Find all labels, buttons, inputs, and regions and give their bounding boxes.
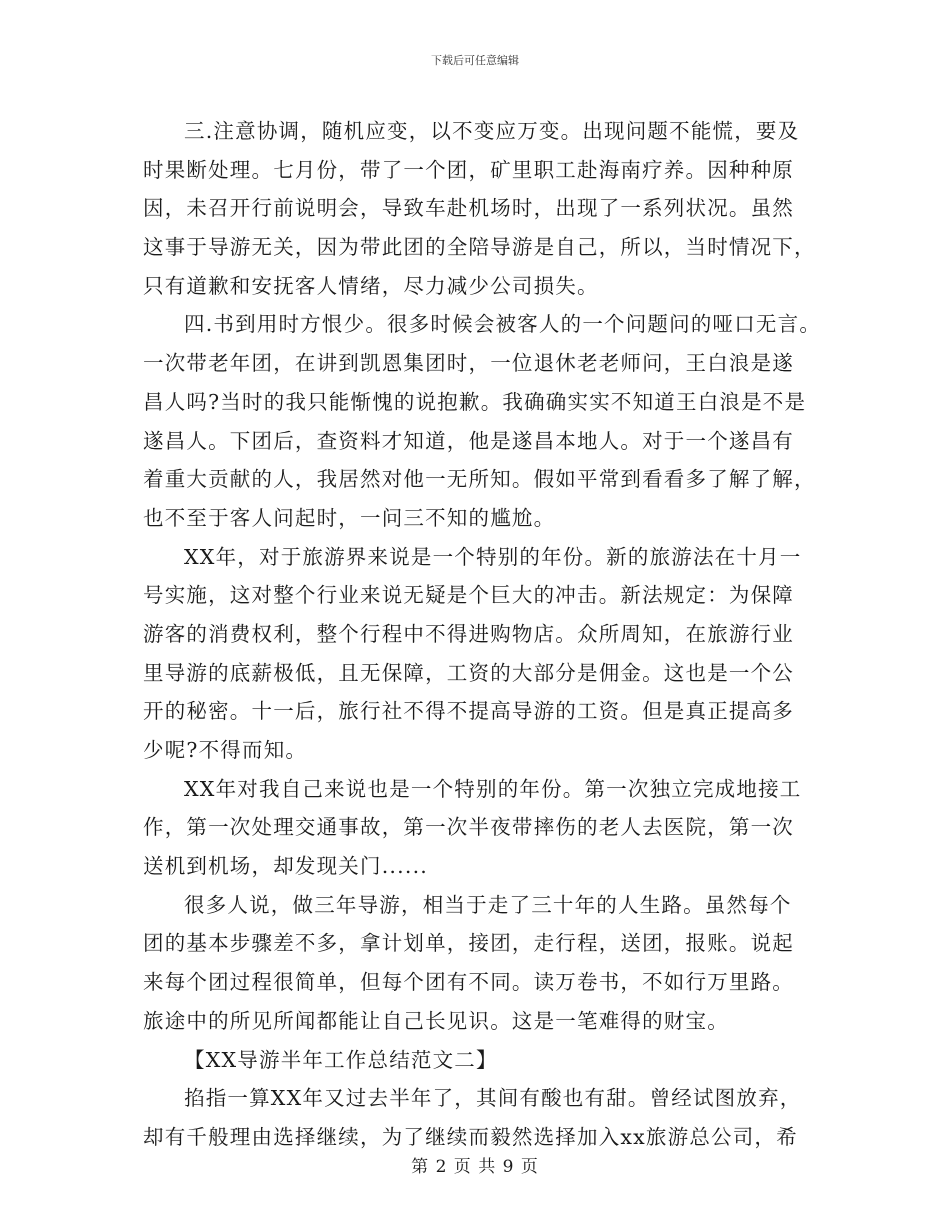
text-line: 团的基本步骤差不多，拿计划单，接团，走行程，送团，报账。说起 [143,931,794,956]
text-line: 只有道歉和安抚客人情绪，尽力减少公司损失。 [143,273,599,298]
text-line: 时果断处理。七月份，带了一个团，矿里职工赴海南疗养。因种种原 [143,157,794,182]
text-line: 游客的消费权利，整个行程中不得进购物店。众所周知，在旅游行业 [143,621,794,646]
text-line: 开的秘密。十一后，旅行社不得不提高导游的工资。但是真正提高多 [143,699,794,724]
text-line: 掐指一算XX年又过去半年了，其间有酸也有甜。曾经试图放弃， [184,1086,802,1111]
text-line: 少呢?不得而知。 [143,738,308,762]
text-line: 很多人说，做三年导游，相当于走了三十年的人生路。虽然每个 [184,892,792,917]
text-line: 这事于导游无关，因为带此团的全陪导游是自己，所以，当时情况下， [143,235,816,260]
text-line: 着重大贡献的人，我居然对他一无所知。假如平常到看看多了解了解， [143,467,816,492]
text-line: 四.书到用时方恨少。很多时候会被客人的一个问题问的哑口无言。 [184,312,822,337]
text-line: XX年，对于旅游界来说是一个特别的年份。新的旅游法在十月一 [184,544,802,569]
text-line: 里导游的底薪极低，且无保障，工资的大部分是佣金。这也是一个公 [143,660,794,685]
text-line: 【XX导游半年工作总结范文二】 [184,1047,498,1072]
text-line: 旅途中的所见所闻都能让自己长见识。这是一笔难得的财宝。 [143,1008,729,1033]
page-footer: 第 2 页 共 9 页 [411,1157,539,1177]
text-line: 送机到机场，却发现关门...... [143,854,428,879]
text-line: 因，未召开行前说明会，导致车赴机场时，出现了一系列状况。虽然 [143,196,794,221]
text-line: 来每个团过程很简单，但每个团有不同。读万卷书，不如行万里路。 [143,970,794,995]
text-line: 遂昌人。下团后，查资料才知道，他是遂昌本地人。对于一个遂昌有 [143,428,794,453]
text-line: 昌人吗?当时的我只能惭愧的说抱歉。我确确实实不知道王白浪是不是 [143,389,807,414]
text-line: 一次带老年团，在讲到凯恩集团时，一位退休老老师问，王白浪是遂 [143,351,794,376]
text-line: 也不至于客人问起时，一问三不知的尴尬。 [143,505,556,530]
text-line: 号实施，这对整个行业来说无疑是个巨大的冲击。新法规定：为保障 [143,583,794,608]
text-line: 却有千般理由选择继续，为了继续而毅然选择加入xx旅游总公司，希 [143,1124,798,1149]
text-line: XX年对我自己来说也是一个特别的年份。第一次独立完成地接工 [184,776,802,801]
text-line: 作，第一次处理交通事故，第一次半夜带摔伤的老人去医院，第一次 [143,815,794,840]
text-line: 三.注意协调，随机应变，以不变应万变。出现问题不能慌，要及 [184,119,800,143]
document-body [143,112,823,1157]
page-header: 下载后可任意编辑 [431,54,519,67]
